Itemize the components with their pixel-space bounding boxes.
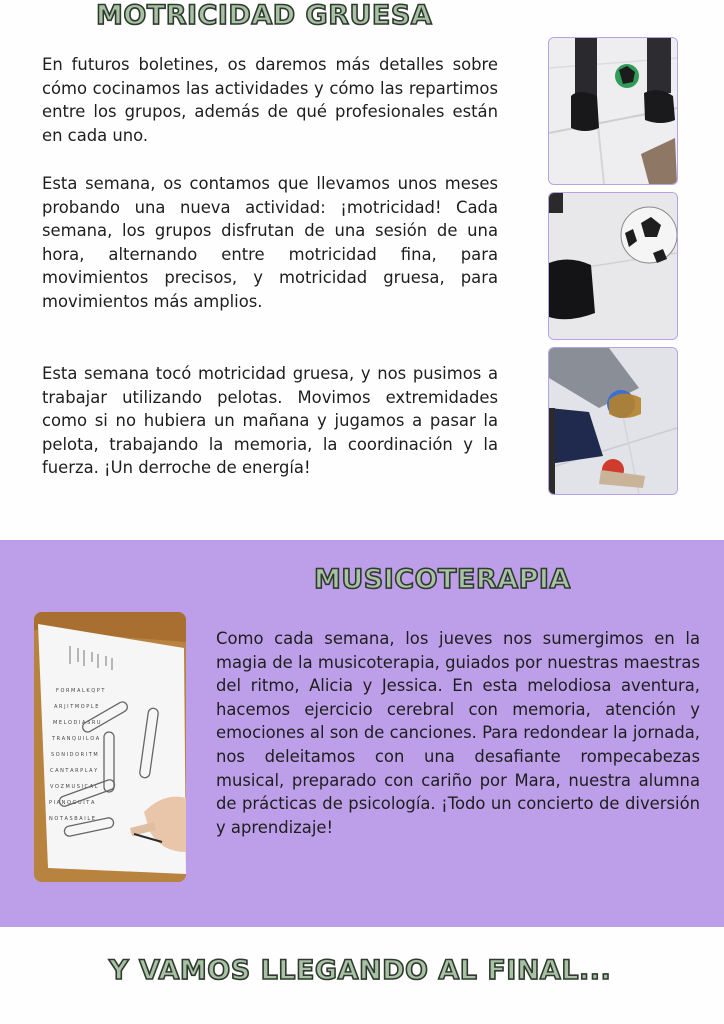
musicoterapia-title: MUSICOTERAPIA <box>314 564 571 595</box>
motricidad-paragraph-3: Esta semana tocó motricidad gruesa, y nos pusimos a trabajar utilizando pelotas. Movimos extremidades como si no hubiera un mañana y jugamos a pasar la pelota, trabajando la memoria, la coordinación y la fuerza. ¡Un derroche de energía! <box>42 364 498 478</box>
photo-feet-two-balls <box>548 347 678 495</box>
svg-text:P I A N O G U I T A: P I A N O G U I T A <box>49 800 95 806</box>
motricidad-paragraph-1: En futuros boletines, os daremos más detalles sobre cómo cocinamos las actividades y cómo las repartimos entre los grupos, además de qué profesionales están en cada uno. <box>42 55 498 145</box>
photo-football <box>548 192 678 340</box>
motricidad-title: MOTRICIDAD GRUESA <box>96 0 433 31</box>
svg-text:N O T A S B A I L E: N O T A S B A I L E <box>49 816 95 822</box>
svg-text:A R J I T M O P L E: A R J I T M O P L E <box>54 704 99 710</box>
musicoterapia-paragraph: Como cada semana, los jueves nos sumergimos en la magia de la musicoterapia, guiados por nuestras maestras del ritmo, Alicia y Jessica. En esta melodiosa aventura, hacemos ejercicio cerebral con memoria, atención y emociones al son de canciones. Para redondear la jornada, nos deleitamos con una desafiante rompecabezas musical, preparado con cariño por Mara, nuestra alumna de prácticas de psicología. ¡Todo un concierto de diversión y aprendizaje! <box>216 629 700 837</box>
svg-text:C A N T A R P L A Y: C A N T A R P L A Y <box>50 768 98 774</box>
closing-title: Y VAMOS LLEGANDO AL FINAL... <box>109 955 612 986</box>
photo-word-search-puzzle <box>34 612 186 882</box>
photo-feet-green-ball <box>548 37 678 185</box>
svg-text:T R A N Q U I L O A: T R A N Q U I L O A <box>52 736 100 742</box>
svg-text:S O N I D O R I T M: S O N I D O R I T M <box>51 752 98 758</box>
svg-text:V O Z M U S I C A L: V O Z M U S I C A L <box>50 784 98 790</box>
svg-text:F O R M A L K Q P T: F O R M A L K Q P T <box>56 688 105 694</box>
motricidad-paragraph-2: Esta semana, os contamos que llevamos unos meses probando una nueva actividad: ¡motricidad! Cada semana, los grupos disfrutan de una sesión de una hora, alternando entre motricidad fina, para movimientos precisos, y motricidad gruesa, para movimientos más amplios. <box>42 174 498 311</box>
svg-text:M E L O D I A S R U: M E L O D I A S R U <box>53 720 101 726</box>
